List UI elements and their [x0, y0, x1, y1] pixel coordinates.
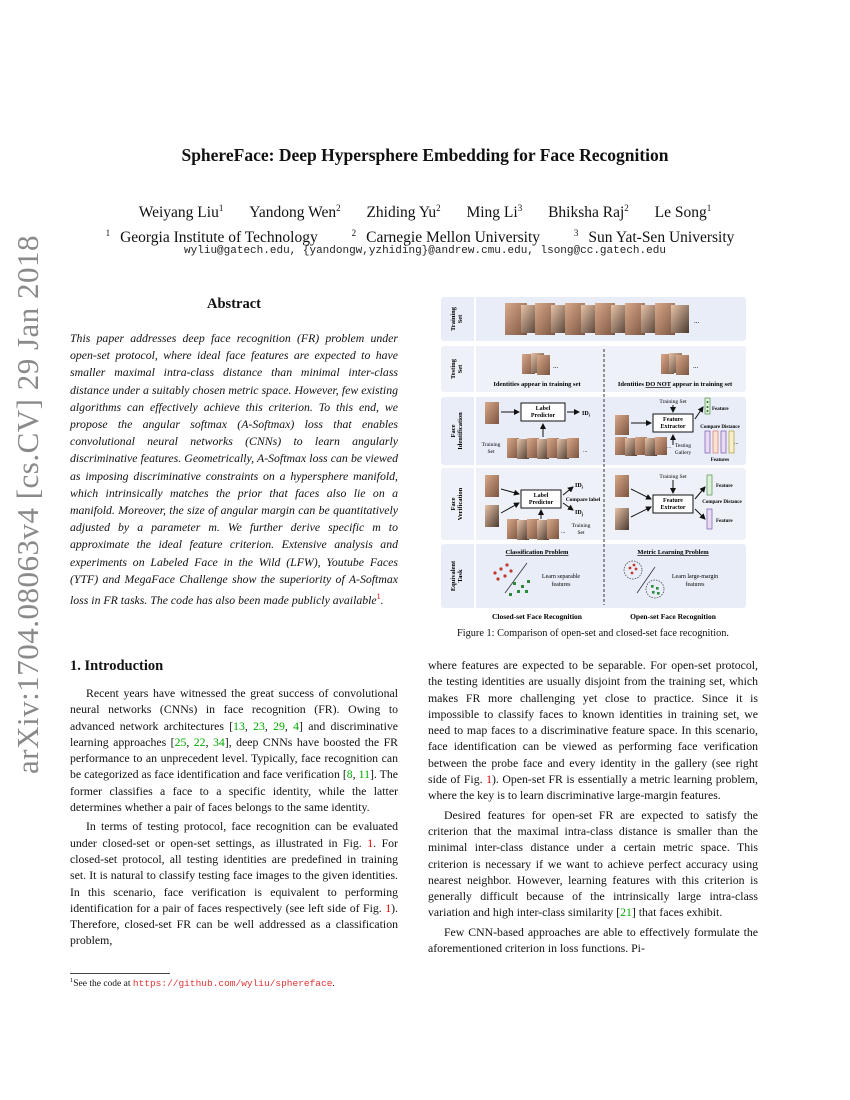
gallery-faces — [615, 437, 667, 456]
svg-text:Extractor: Extractor — [660, 424, 686, 430]
svg-text:Extractor: Extractor — [660, 505, 686, 511]
svg-text:features: features — [685, 582, 705, 588]
author: Ming Li$^3$ — [466, 203, 523, 222]
svg-text:...: ... — [734, 440, 739, 446]
footnote-marker[interactable]: 1 — [376, 592, 381, 602]
citation-link[interactable]: 34 — [213, 734, 225, 749]
svg-text:Label: Label — [535, 406, 551, 412]
citation-link[interactable]: 25 — [174, 734, 187, 749]
svg-text:Set: Set — [577, 530, 585, 536]
row-label: FaceVerification — [450, 487, 464, 521]
svg-text:Feature: Feature — [712, 407, 729, 412]
affiliation: $^3$ Sun Yat-Sen University — [573, 228, 735, 247]
author-list — [0, 198, 850, 223]
author: Weiyang Liu$^1$ — [138, 203, 224, 222]
svg-text:...: ... — [693, 362, 699, 370]
open-set-label: Open-set Face Recognition — [630, 612, 716, 621]
author-emails: wyliu@gatech.edu, {yandongw,yzhiding}@andrew.cmu.edu, lsong@cc.gatech.edu — [184, 245, 666, 257]
svg-text:...: ... — [561, 529, 566, 535]
figure-link[interactable]: 1 — [367, 835, 374, 850]
abstract-heading: Abstract — [207, 296, 261, 312]
citation-link[interactable]: 13 — [233, 718, 245, 733]
svg-text:Feature: Feature — [716, 484, 733, 489]
training-face-strip — [505, 303, 689, 335]
svg-text:Feature: Feature — [663, 498, 683, 504]
code-url-link[interactable]: https://github.com/wyliu/sphereface — [132, 978, 333, 990]
svg-text:Label: Label — [533, 493, 549, 499]
figure-1 — [441, 297, 746, 623]
paragraph: In terms of testing protocol, face recognition can be evaluated under closed-set or open-set settings, as illustrated in Fig. 1. For closed-set protocol, all testing identities are predefined in training set. It is natural to classify testing face images to the given identities. In this scenario, face verification is equivalent to performing identification for a pair of faces respectively (see left side of Fig. 1). Therefore, closed-set FR can be well addressed as a classification problem, — [70, 819, 398, 948]
svg-text:Compare Distance: Compare Distance — [700, 425, 740, 430]
citation-link[interactable]: 4 — [293, 718, 300, 733]
author-block — [0, 198, 850, 248]
row-label: TestingSet — [450, 359, 464, 379]
row-label: TrainingSet — [450, 306, 464, 332]
intro-heading: 1. Introduction — [70, 658, 164, 674]
svg-text:Gallery: Gallery — [674, 450, 692, 456]
svg-text:IDj: $ID_j$ — [575, 510, 584, 517]
svg-text:...: ... — [553, 362, 559, 370]
svg-text:Learn separable: Learn separable — [541, 574, 581, 580]
svg-text:Training: Training — [571, 523, 591, 529]
svg-text:Compare Distance: Compare Distance — [702, 500, 742, 505]
author: Zhiding Yu$^2$ — [366, 203, 441, 222]
svg-text:Predictor: Predictor — [528, 500, 554, 506]
figure-caption: Figure 1: Comparison of open-set and closed-set face recognition. — [457, 628, 729, 639]
svg-text:Training: Training — [481, 442, 501, 448]
citation-link[interactable]: 22 — [193, 734, 206, 749]
training-set-faces — [507, 438, 579, 459]
svg-text:Learn large-margin: Learn large-margin — [671, 574, 719, 580]
svg-text:Feature: Feature — [716, 519, 733, 524]
svg-text:Training Set: Training Set — [659, 399, 687, 405]
arxiv-sidebar-stamp — [6, 234, 48, 776]
row-label: FaceIdentification — [450, 412, 464, 450]
svg-text:IDi: $ID_i$ — [575, 483, 583, 490]
identities-not-label: Identities DO NOT appear in training set — [617, 381, 733, 388]
arxiv-id: arXiv:1704.08063v4 [cs.CV] 29 Jan 2018 — [10, 234, 45, 774]
feature-vector-probe — [705, 398, 710, 414]
svg-text:Training Set: Training Set — [659, 474, 687, 480]
row-label: EquivalentTask — [450, 560, 464, 592]
svg-text:Compare label: Compare label — [565, 497, 601, 503]
paragraph: Recent years have witnessed the great success of convolutional neural networks (CNNs) in face recognition (FR). Owing to advanced network architectures [13, 23, 29, 4] and discriminative learning approaches [25, 22, 34], deep CNNs have boosted the FR performance to an unprecedent level. Typically, face recognition can be categorized as face identification and face verification [8, 11]. The former classifies a face to a specific identity, while the latter determines whether a pair of faces belongs to the same identity. — [70, 686, 399, 815]
citation-link[interactable]: 11 — [358, 767, 370, 782]
affiliation: $^1$ Georgia Institute of Technology — [105, 228, 318, 247]
author: Bhiksha Raj$^2$ — [548, 203, 629, 222]
paragraph: Few CNN-based approaches are able to effectively formulate the aforementioned criterion in loss functions. Pi- — [428, 924, 758, 956]
abstract-body: This paper addresses deep face recognition (FR) problem under open-set protocol, where ideal face features are expected to have smaller maximal intra-class distance than minimal inter-class distance under a suitably chosen metric space. However, few existing algorithms can effectively achieve this criterion. To this end, we propose the angular softmax (A-Softmax) loss that enables convolutional neural networks (CNNs) to learn angularly discriminative features. Geometrically, A-Softmax loss can be viewed as imposing discriminative constraints on a hypersphere manifold, which intrinsically matches the prior that faces also lie on a manifold. Moreover, the size of angular margin can be quantitatively adjusted by a parameter m. We further derive specific m to approximate the ideal feature criterion. Extensive analysis and experiments on Labeled Face in the Wild (LFW), Youtube Faces (YTF) and MegaFace Challenge show the superiority of A-Softmax loss in FR tasks. The code has also been made publicly available$^1$. — [70, 331, 398, 607]
feature-vector — [707, 509, 712, 529]
svg-text:Testing: Testing — [674, 443, 692, 449]
footnote-rule — [70, 973, 170, 974]
svg-text:...: ... — [694, 317, 700, 325]
training-set-faces — [507, 519, 559, 540]
svg-text:Feature: Feature — [663, 417, 683, 423]
figure-link[interactable]: 1 — [385, 900, 392, 915]
intro-right-column — [428, 657, 758, 959]
figure-link[interactable]: 1 — [486, 772, 492, 787]
svg-text:Set: Set — [487, 449, 495, 455]
metric-problem-label: Metric Learning Problem — [637, 549, 709, 556]
svg-text:IDi: $ID_i$ — [582, 411, 590, 418]
paragraph: where features are expected to be separable. For open-set protocol, the testing identities are usually disjoint from the training set, which makes FR more challenging yet close to practice. Since it is impossible to classify faces to known identities in training set, we need to map faces to a discriminative feature space. In this scenario, face identification can be viewed as performing face verification between the probe face and every identity in the gallery (see right side of Fig. 1). Open-set FR is essentially a metric learning problem, where the key is to learn discriminative large-margin features. — [428, 658, 758, 803]
svg-text:Features: Features — [710, 458, 730, 463]
citation-link[interactable]: 21 — [620, 905, 632, 920]
closed-set-label: Closed-set Face Recognition — [492, 612, 582, 621]
citation-link[interactable]: 29 — [273, 718, 285, 733]
citation-link[interactable]: 8 — [346, 767, 353, 782]
author: Yandong Wen$^2$ — [249, 203, 341, 222]
svg-text:features: features — [551, 582, 571, 588]
affiliation: $^2$ Carnegie Mellon University — [351, 228, 541, 247]
feature-vector — [707, 475, 712, 495]
svg-text:...: ... — [667, 444, 672, 450]
paragraph: Desired features for open-set FR are expected to satisfy the criterion that the maximal intra-class distance is smaller than the minimal inter-class distance under a certain metric space. This criterion is necessary if we want to achieve perfect accuracy using nearest neighbor. However, learning features with this criterion is generally difficult because of the intrinsically large intra-class variation and high inter-class similarity [21] that faces exhibit. — [428, 807, 758, 920]
classification-problem-label: Classification Problem — [505, 549, 569, 556]
paper-title: SphereFace: Deep Hypersphere Embedding for Face Recognition — [181, 145, 669, 165]
citation-link[interactable]: 23 — [253, 718, 265, 733]
svg-text:...: ... — [583, 448, 588, 454]
intro-left-column — [70, 685, 398, 952]
footnote: $^1$See the code at https://github.com/wyliu/sphereface. — [70, 977, 335, 990]
author: Le Song$^1$ — [654, 203, 712, 222]
identities-in-label: Identities appear in training set — [493, 381, 581, 388]
svg-text:Predictor: Predictor — [530, 413, 556, 419]
